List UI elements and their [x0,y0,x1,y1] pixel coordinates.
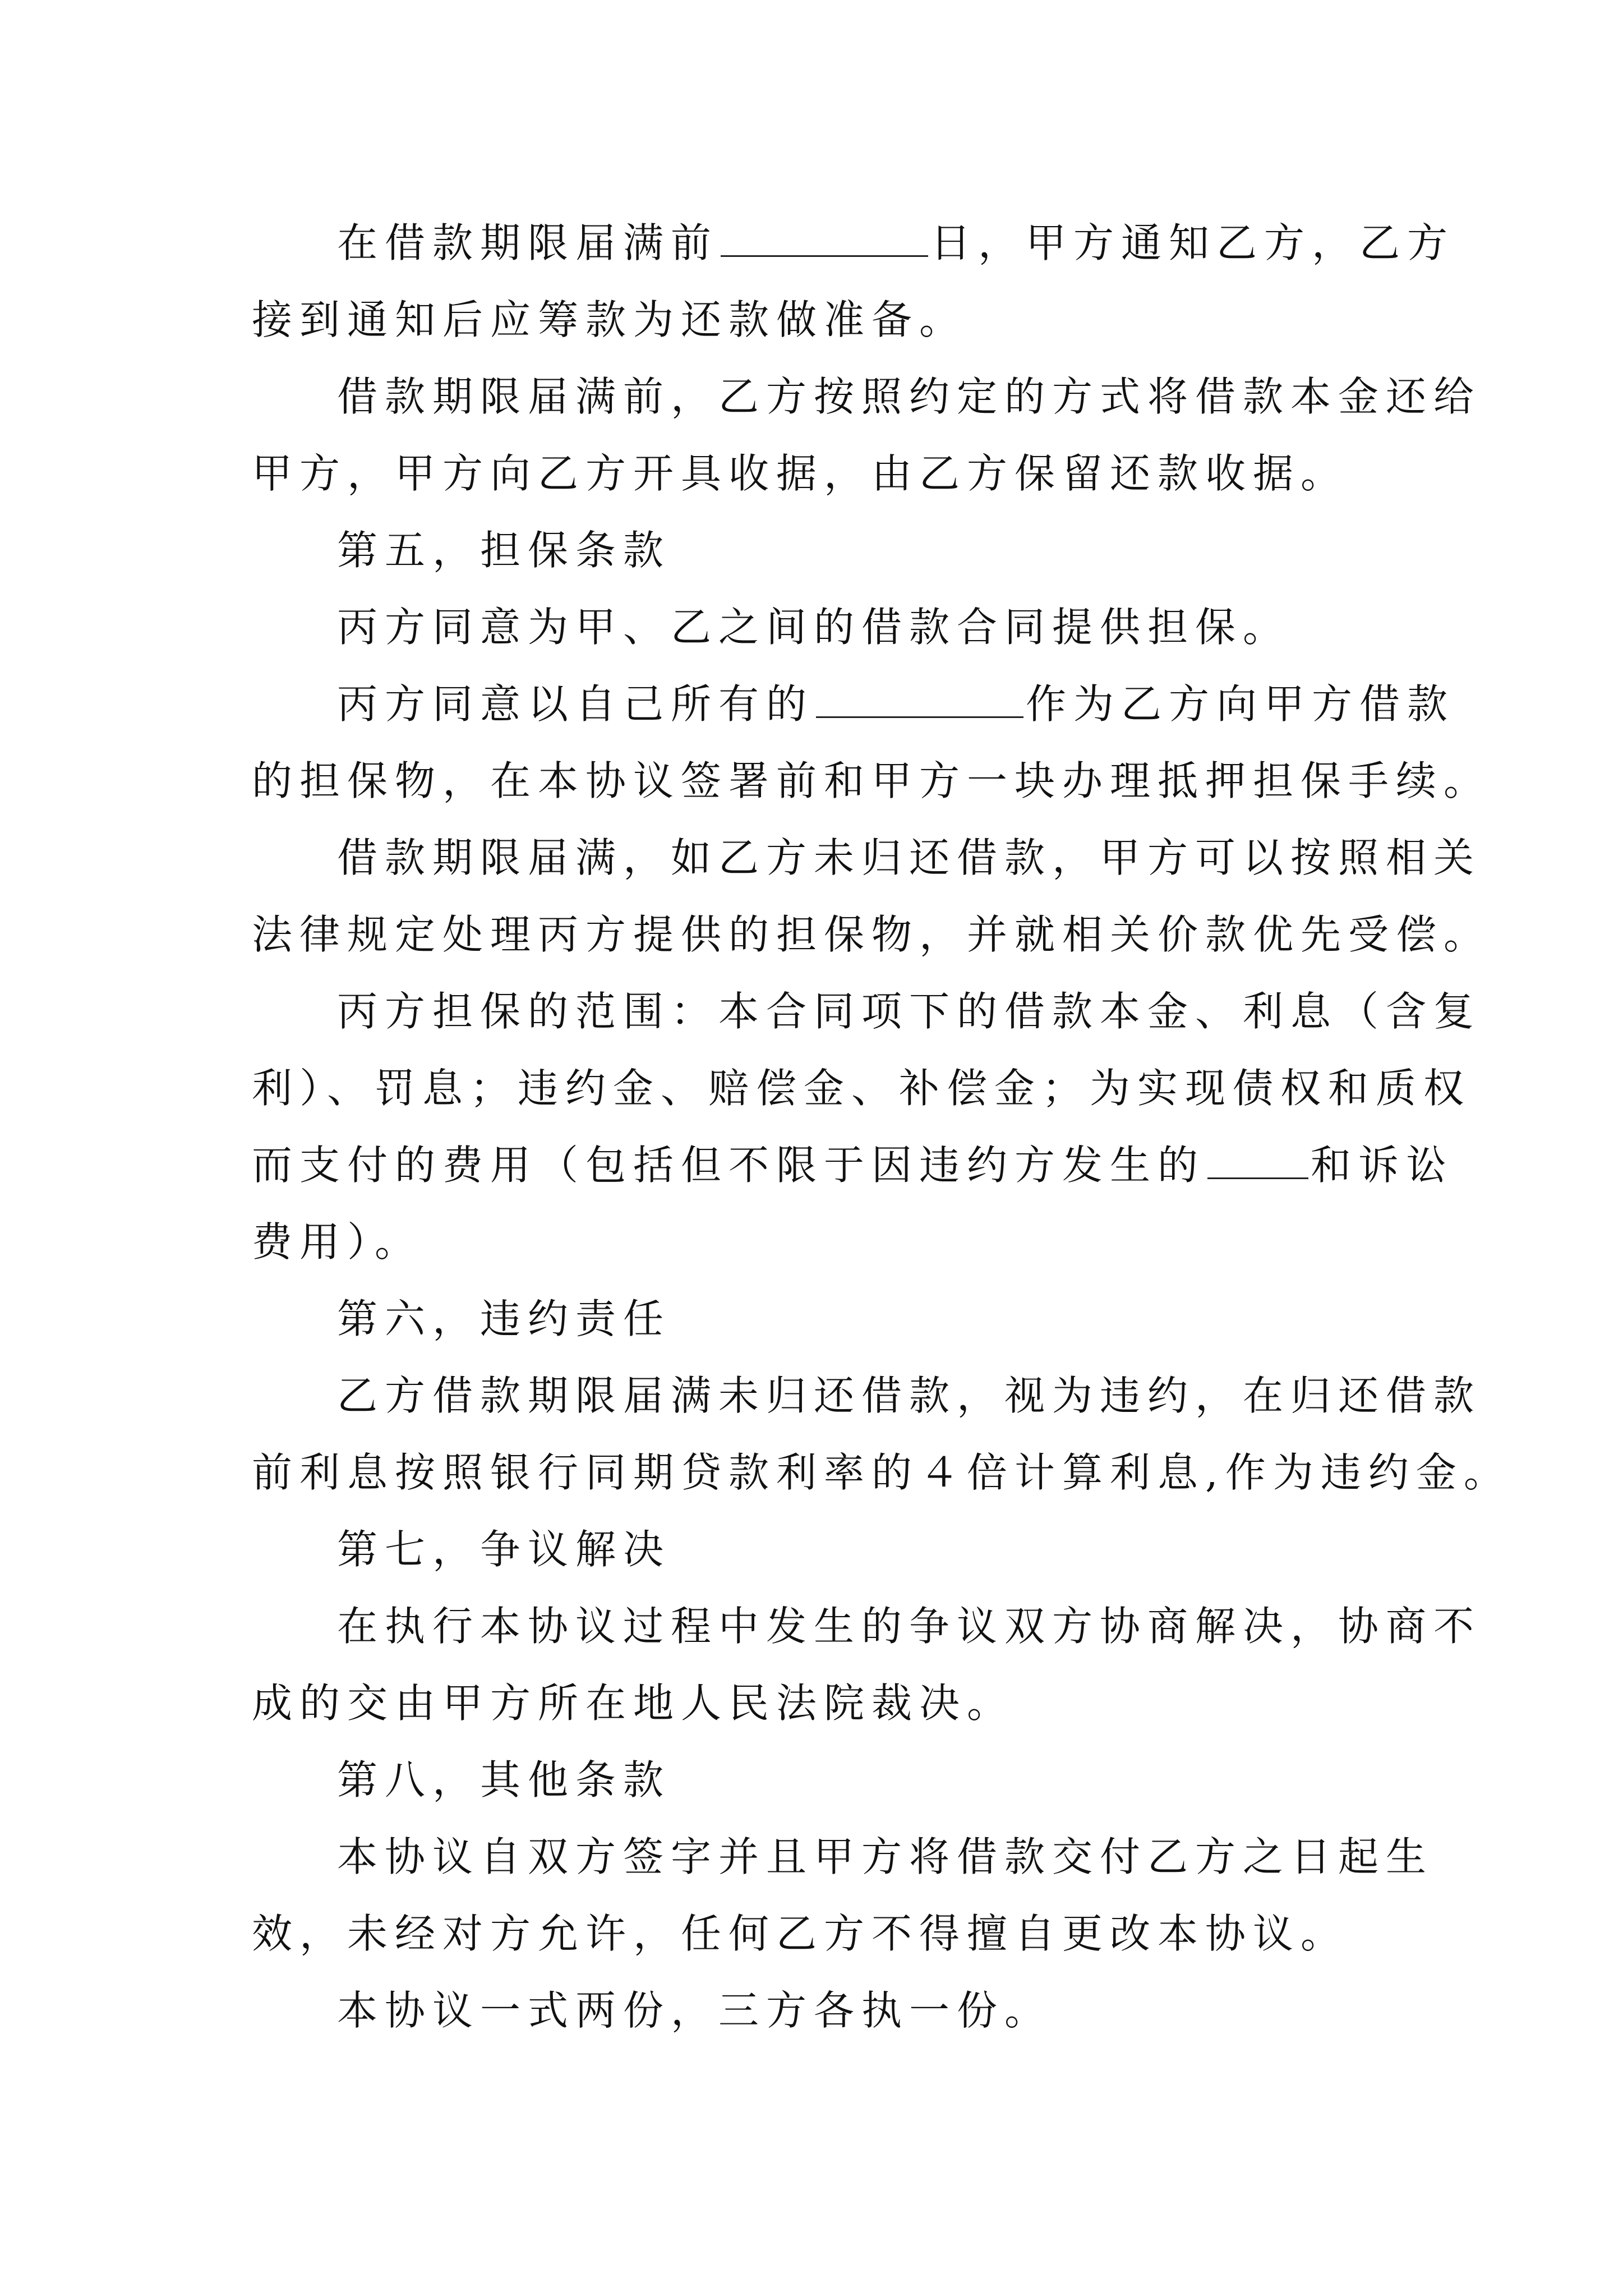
paragraph-line: 在执行本协议过程中发生的争议双方协商解决，协商不 [337,1603,1482,1650]
fill-in-blank [816,683,1023,718]
fill-in-blank [721,222,928,257]
paragraph-line: 前利息按照银行同期贷款利率的４倍计算利息,作为违约金。 [252,1449,1511,1496]
paragraph-line: 的担保物，在本协议签署前和甲方一块办理抵押担保手续。 [252,757,1492,804]
line-text: 和诉讼 [1311,1142,1454,1189]
line-text: 作为乙方向甲方借款 [1026,680,1455,728]
paragraph-line: 成的交由甲方所在地人民法院裁决。 [252,1680,1015,1727]
line-text: 丙方同意以自己所有的 [337,680,814,728]
fill-in-blank [1207,1144,1308,1179]
section-heading: 第五，担保条款 [337,527,671,574]
paragraph-line: 接到通知后应筹款为还款做准备。 [252,296,967,343]
line-text: 在借款期限届满前 [337,219,719,266]
paragraph-line: 乙方借款期限届满未归还借款，视为违约，在归还借款 [337,1372,1482,1419]
line-text: 日，甲方通知乙方，乙方 [930,219,1455,266]
paragraph-line: 效，未经对方允许，任何乙方不得擅自更改本协议。 [252,1910,1349,1957]
paragraph-line [252,1126,1454,1204]
paragraph-line [337,665,1459,743]
section-heading: 第七，争议解决 [337,1526,671,1573]
paragraph-line: 法律规定处理丙方提供的担保物，并就相关价款优先受偿。 [252,911,1492,958]
paragraph-line: 本协议一式两份，三方各执一份。 [337,1987,1053,2034]
section-heading: 第六，违约责任 [337,1295,671,1342]
paragraph-line: 借款期限届满前，乙方按照约定的方式将借款本金还给 [337,373,1482,420]
paragraph-line: 借款期限届满，如乙方未归还借款，甲方可以按照相关 [337,834,1482,881]
paragraph-line: 丙方同意为甲、乙之间的借款合同提供担保。 [337,604,1291,651]
paragraph-line [337,204,1459,282]
paragraph-line: 本协议自双方签字并且甲方将借款交付乙方之日起生 [337,1833,1434,1880]
line-text: 而支付的费用（包括但不限于因违约方发生的 [252,1142,1206,1189]
paragraph-line: 甲方，甲方向乙方开具收据，由乙方保留还款收据。 [252,450,1349,497]
section-heading: 第八，其他条款 [337,1756,671,1803]
paragraph-line: 利）、罚息；违约金、赔偿金、补偿金；为实现债权和质权 [252,1065,1472,1112]
paragraph-line: 费用）。 [252,1218,423,1266]
paragraph-line: 丙方担保的范围：本合同项下的借款本金、利息（含复 [337,988,1482,1035]
